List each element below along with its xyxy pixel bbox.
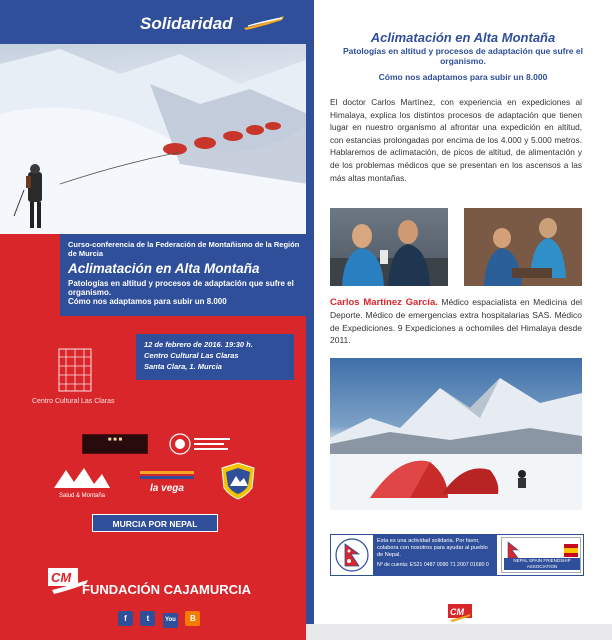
murcia-por-nepal-badge: MURCIA POR NEPAL (92, 514, 218, 532)
nepal-flag-emblem-icon (335, 538, 369, 572)
nepal-spain-association-logo (501, 537, 581, 573)
event-date: 12 de febrero de 2016. 19:30 h. (144, 340, 253, 349)
cm-bottom-logo-icon (448, 604, 472, 622)
foundation-name: FUNDACIÓN CAJAMURCIA (82, 582, 251, 597)
doctor-bio (330, 296, 582, 347)
doctor-at-camp-photo (330, 208, 448, 286)
article-title: Aclimatación en Alta Montaña (370, 30, 556, 45)
foundation-logo (48, 568, 288, 598)
course-title: Aclimatación en Alta Montaña (68, 261, 260, 276)
medical-check-photo (464, 208, 582, 286)
course-subtitle: Patologías en altitud y procesos de adaptación que sufre el organismo. (68, 279, 294, 297)
vega-stripes-icon (136, 470, 198, 482)
nepal-message-box (373, 535, 497, 575)
header-title: Solidaridad (140, 14, 233, 33)
sponsor-camino-badge-icon: ■ ■ ■ (82, 434, 148, 454)
association-label: NEPAL SPAIN FRIENDSHIP ASSOCIATION (504, 558, 580, 570)
course-intro: Curso-conferencia de la Federación de Montañismo de la Región de Murcia (68, 240, 300, 258)
sponsor-association-logo-icon (168, 432, 232, 456)
article-subtitle-2: Cómo nos adaptamos para subir un 8.000 (378, 72, 548, 82)
facebook-icon[interactable]: f (118, 611, 133, 626)
article-body: El doctor Carlos Martínez, con experiencia en expediciones al Himalaya, explica los distintos procesos de adaptación que tienen lugar en nuestro organismo al afrontar una expedición en altitud, con estancias prolongadas por encima de los 4.000 y 5.000 metros. Hablaremos de aclimatación, de picos de altitud, de alimentación y de los problemas médicos que se presentan en los ascensos a las más altas montañas. (330, 97, 582, 183)
nepal-account-number: Nº de cuenta: ES21 0487 0090 71 2007 01680 0 (377, 562, 489, 568)
swoosh-logo-icon (242, 14, 286, 30)
twitter-icon[interactable]: t (140, 611, 155, 626)
panel-edge-strip (306, 0, 314, 640)
cm-bottom-logo-text: CM (450, 607, 464, 617)
article-subtitle: Patologías en altitud y procesos de adaptación que sufre el organismo. (343, 46, 583, 66)
doctor-name: Carlos Martínez García. (330, 297, 438, 308)
sponsor-vega-logo (136, 470, 198, 494)
course-subtitle-2: Cómo nos adaptamos para subir un 8.000 (68, 297, 227, 306)
left-header (0, 0, 308, 44)
social-links (118, 608, 203, 624)
youtube-icon[interactable]: You (163, 613, 178, 628)
sponsor-camino-logo (82, 434, 148, 454)
event-venue: Centro Cultural Las Claras (144, 351, 239, 360)
federation-shield-icon (220, 462, 256, 500)
base-camp-tents-photo (330, 358, 582, 510)
mountain-peaks-icon (52, 466, 112, 490)
nepal-solidarity-card (330, 534, 584, 576)
event-details-box (136, 334, 294, 380)
association-flags-icon (504, 540, 580, 560)
blogger-icon[interactable]: B (185, 611, 200, 626)
sponsor-vega-label: la vega (150, 483, 184, 494)
event-address: Santa Clara, 1. Murcia (144, 362, 222, 371)
sponsor-salud-label: Salud & Montaña (58, 493, 106, 499)
course-info-box (60, 234, 308, 316)
mountain-climber-photo (0, 44, 308, 234)
centro-cultural-logo-icon (58, 348, 92, 392)
doctor-bio-text: Médico espacialista en Medicina del Deporte. Médico de emergencias extra hospitalarias SAS. Médico de Expediciones. 9 Expediciones a ochomiles del Himalaya desde 2011. (330, 297, 582, 346)
sponsor-salud-logo (52, 466, 112, 502)
bottom-band (306, 624, 612, 640)
nepal-message: Esta es una actividad solidaria. Por favor, colabora con nosotros para ayudar al pueblo de Nepal. (377, 538, 488, 558)
right-panel (306, 0, 612, 640)
cm-logo-text: CM (51, 570, 72, 585)
venue-logo-label: Centro Cultural Las Claras (32, 398, 115, 405)
